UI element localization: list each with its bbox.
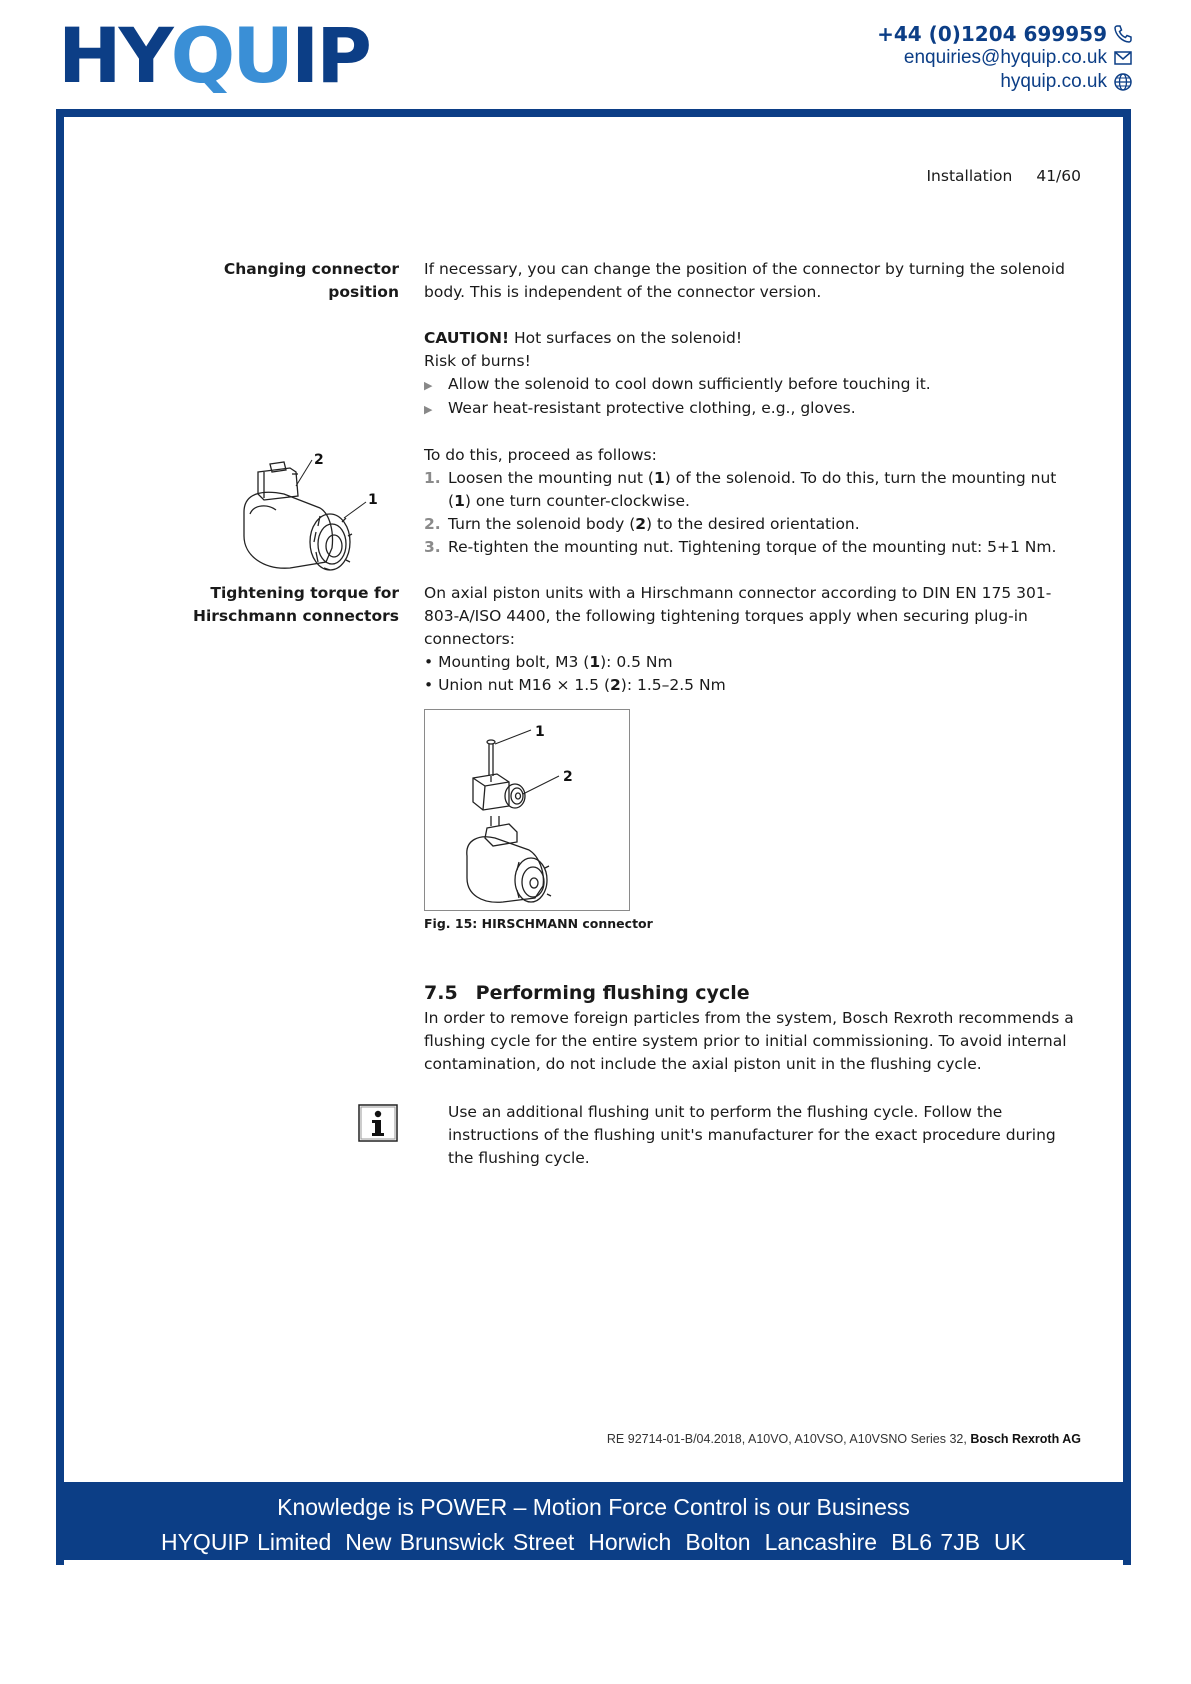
solenoid-illustration: [234, 452, 394, 582]
section-number: 7.5: [424, 982, 458, 1004]
phone-icon: [1113, 24, 1133, 44]
page-header: [926, 167, 1081, 185]
list-item: ▶ Allow the solenoid to cool down sufficiently before touching it.: [424, 373, 1084, 397]
callout-label: 1: [535, 724, 545, 740]
hirschmann-figure: [424, 709, 630, 911]
triangle-bullet-icon: ▶: [424, 379, 433, 392]
document-reference: RE 92714-01-B/04.2018, A10VO, A10VSO, A10VSNO Series 32, Bosch Rexroth AG: [606, 1432, 1081, 1446]
figure-caption: Fig. 15: HIRSCHMANN connector: [424, 916, 653, 931]
list-item: • Union nut M16 × 1.5 (2): 1.5–2.5 Nm: [424, 676, 726, 694]
hirschmann-intro: On axial piston units with a Hirschmann connector according to DIN EN 175 301-803-A/ISO 4400, the following tightening torques apply when securing plug-in connectors:: [424, 584, 1052, 648]
hyquip-logo: [58, 22, 438, 94]
svg-text:HYQUIP: HYQUIP: [58, 22, 369, 94]
triangle-bullet-icon: ▶: [424, 403, 433, 416]
footer-address: HYQUIP Limited New Brunswick Street Horwich Bolton Lancashire BL6 7JB UK: [160, 1529, 1026, 1555]
footer-slogan: Knowledge is POWER – Motion Force Control is our Business: [277, 1494, 910, 1520]
info-icon: [358, 1104, 398, 1142]
section-title: Performing flushing cycle: [475, 982, 750, 1004]
callout-label: 1: [368, 492, 378, 508]
proceed-line: To do this, proceed as follows:: [424, 446, 657, 464]
callout-label: 2: [314, 452, 324, 468]
connector-position-text: [424, 258, 1084, 559]
step-item: 1. Loosen the mounting nut (1) of the solenoid. To do this, turn the mounting nut (1) one turn counter-clockwise.: [424, 469, 1057, 510]
section-heading: [424, 982, 750, 1004]
footer-band: [56, 1482, 1131, 1560]
caution-line: [424, 327, 1084, 350]
hirschmann-text: [424, 582, 1084, 697]
hirschmann-label: Tightening torque for Hirschmann connectors: [193, 584, 399, 625]
caution-text: Hot surfaces on the solenoid!: [513, 329, 743, 347]
page-number: 41/60: [1036, 167, 1081, 185]
flushing-text: [424, 1007, 1084, 1076]
step-item: 3. Re-tighten the mounting nut. Tightening torque of the mounting nut: 5+1 Nm.: [424, 538, 1057, 556]
list-item: ▶ Wear heat-resistant protective clothing, e.g., gloves.: [424, 397, 1084, 421]
info-note: Use an additional flushing unit to perform the flushing cycle. Follow the instructions of the flushing unit's manufacturer for the exact procedure during the flushing cycle.: [448, 1103, 1056, 1167]
step-item: 2. Turn the solenoid body (2) to the desired orientation.: [424, 515, 860, 533]
connector-intro: If necessary, you can change the position of the connector by turning the solenoid body. This is independent of the connector version.: [424, 260, 1065, 301]
section-name: Installation: [926, 167, 1013, 185]
email-link[interactable]: enquiries@hyquip.co.uk: [903, 47, 1107, 68]
list-item: • Mounting bolt, M3 (1): 0.5 Nm: [424, 653, 673, 671]
hirschmann-connector-illustration: [425, 710, 629, 910]
callout-label: 2: [563, 769, 573, 785]
caution-word: CAUTION!: [424, 329, 510, 347]
contact-block: [877, 22, 1133, 94]
connector-position-label: Changing connector position: [223, 260, 399, 301]
flushing-intro: In order to remove foreign particles from the system, Bosch Rexroth recommends a flushing cycle for the entire system prior to initial commissioning. To avoid internal contamination, do not include the axial piston unit in the flushing cycle.: [424, 1009, 1074, 1073]
risk-line: Risk of burns!: [424, 352, 531, 370]
phone-number[interactable]: +44 (0)1204 699959: [877, 22, 1107, 46]
globe-icon: [1113, 72, 1133, 92]
website-link[interactable]: hyquip.co.uk: [1000, 71, 1107, 92]
envelope-icon: [1113, 48, 1133, 68]
